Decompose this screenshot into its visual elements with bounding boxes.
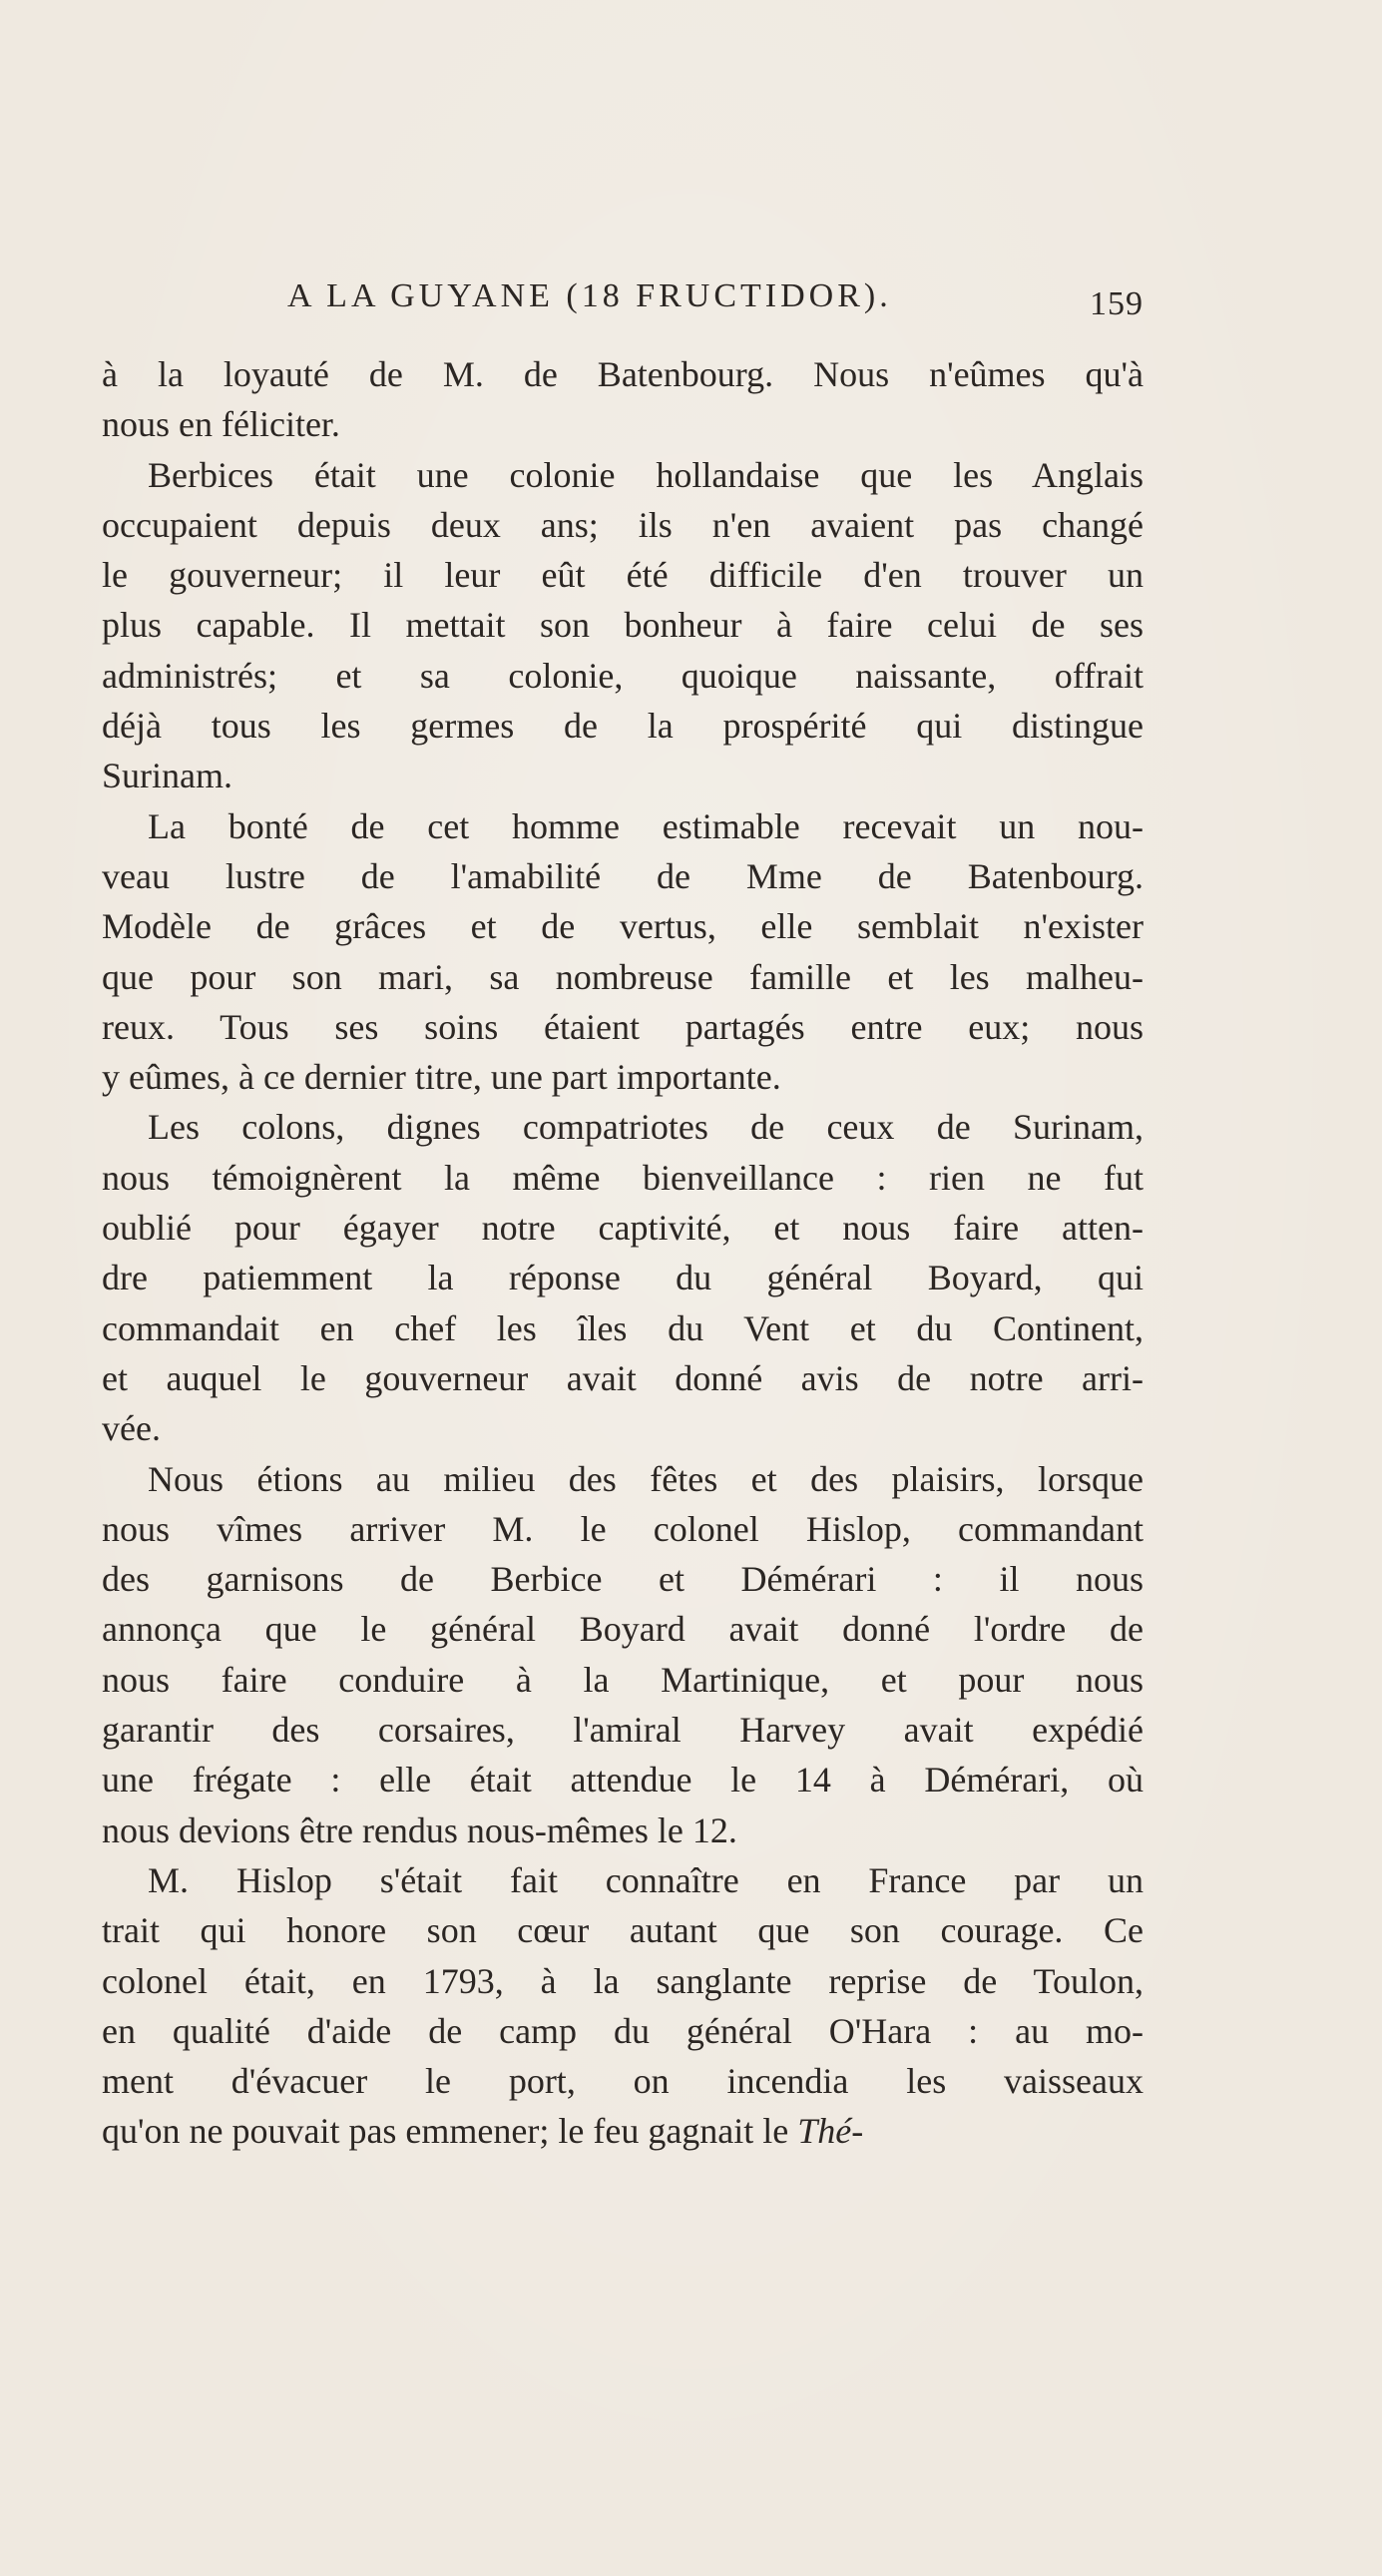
text-line: colonel était, en 1793, à la sanglante reprise de Toulon, bbox=[102, 1960, 1144, 2001]
paragraph bbox=[102, 1855, 1144, 2157]
text-line: veau lustre de l'amabilité de Mme de Batenbourg. bbox=[102, 855, 1144, 896]
text-line: plus capable. Il mettait son bonheur à faire celui de ses bbox=[102, 605, 1144, 646]
text-line: et auquel le gouverneur avait donné avis de notre arri- bbox=[102, 1357, 1144, 1398]
paragraph bbox=[102, 450, 1144, 801]
text-line: que pour son mari, sa nombreuse famille et les malheu- bbox=[102, 956, 1144, 997]
paragraph bbox=[102, 1454, 1144, 1855]
text-line: y eûmes, à ce dernier titre, une part importante. bbox=[102, 1057, 781, 1098]
text-line: des garnisons de Berbice et Démérari : il nous bbox=[102, 1559, 1144, 1600]
text-line: occupaient depuis deux ans; ils n'en avaient pas changé bbox=[102, 504, 1144, 545]
text-line: nous vîmes arriver M. le colonel Hislop, commandant bbox=[102, 1508, 1144, 1549]
page-number: 159 bbox=[1090, 285, 1144, 322]
text-line: qu'on ne pouvait pas emmener; le feu gagnait le Thé- bbox=[102, 2111, 864, 2152]
text-line: La bonté de cet homme estimable recevait un nou- bbox=[148, 805, 1144, 846]
paragraph bbox=[102, 801, 1144, 1103]
text-line: oublié pour égayer notre captivité, et nous faire atten- bbox=[102, 1208, 1144, 1249]
text-line: Modèle de grâces et de vertus, elle semblait n'exister bbox=[102, 906, 1144, 947]
page-header bbox=[102, 277, 1144, 327]
text-line: en qualité d'aide de camp du général O'Hara : au mo- bbox=[102, 2010, 1144, 2051]
text-line: nous en féliciter. bbox=[102, 404, 340, 445]
text-line: Nous étions au milieu des fêtes et des plaisirs, lorsque bbox=[148, 1458, 1144, 1499]
running-head: A LA GUYANE (18 FRUCTIDOR). bbox=[287, 277, 892, 314]
text-line: reux. Tous ses soins étaient partagés entre eux; nous bbox=[102, 1006, 1144, 1047]
text-line: Surinam. bbox=[102, 756, 232, 796]
paragraph bbox=[102, 349, 1144, 450]
text-line: ment d'évacuer le port, on incendia les vaisseaux bbox=[102, 2061, 1144, 2102]
text-line: commandait en chef les îles du Vent et du Continent, bbox=[102, 1307, 1144, 1348]
body-text bbox=[102, 349, 1144, 2157]
text-line: administrés; et sa colonie, quoique naissante, offrait bbox=[102, 655, 1144, 696]
text-line: nous témoignèrent la même bienveillance : rien ne fut bbox=[102, 1157, 1144, 1198]
text-line: le gouverneur; il leur eût été difficile d'en trouver un bbox=[102, 555, 1144, 596]
text-line: nous faire conduire à la Martinique, et pour nous bbox=[102, 1659, 1144, 1700]
text-line: vée. bbox=[102, 1408, 161, 1449]
text-line: M. Hislop s'était fait connaître en France par un bbox=[148, 1859, 1144, 1900]
text-line: Berbices était une colonie hollandaise que les Anglais bbox=[148, 454, 1144, 495]
italic-word: Thé- bbox=[797, 2111, 864, 2152]
text-line: à la loyauté de M. de Batenbourg. Nous n'eûmes qu'à bbox=[102, 354, 1144, 394]
text-line: déjà tous les germes de la prospérité qui distingue bbox=[102, 706, 1144, 747]
text-line: dre patiemment la réponse du général Boyard, qui bbox=[102, 1258, 1144, 1298]
text-line: trait qui honore son cœur autant que son courage. Ce bbox=[102, 1910, 1144, 1951]
text-line: nous devions être rendus nous-mêmes le 12. bbox=[102, 1809, 737, 1850]
text-line: Les colons, dignes compatriotes de ceux de Surinam, bbox=[148, 1107, 1144, 1148]
text-line: garantir des corsaires, l'amiral Harvey avait expédié bbox=[102, 1710, 1144, 1751]
text-line: une frégate : elle était attendue le 14 à Démérari, où bbox=[102, 1760, 1144, 1801]
text-line: annonça que le général Boyard avait donné l'ordre de bbox=[102, 1609, 1144, 1650]
paragraph bbox=[102, 1102, 1144, 1453]
